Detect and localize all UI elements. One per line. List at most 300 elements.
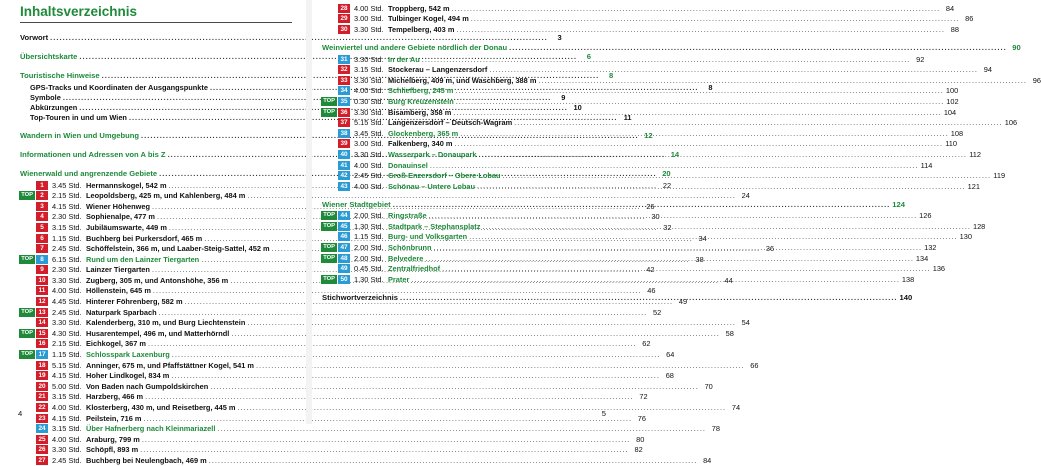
toc-section[interactable]	[20, 31, 562, 44]
tour-number-badge: 38	[338, 129, 350, 138]
entry-title: Husarentempel, 496 m, und Matterhörndl	[86, 328, 230, 338]
page-ref: 126	[919, 211, 932, 221]
tour-badges	[18, 308, 48, 317]
page-ref: 12	[644, 130, 653, 140]
tour-duration: 1.15 Std.	[354, 232, 384, 242]
entry-title: Zentralfriedhof	[388, 264, 441, 274]
tour-duration: 3.30 Std.	[52, 275, 82, 285]
tour-badges	[320, 76, 350, 85]
entry-title: Langenzersdorf – Deutsch-Wagram	[388, 118, 513, 128]
page-ref: 70	[704, 381, 713, 391]
page-ref: 78	[711, 424, 720, 434]
tour-badges	[18, 414, 48, 423]
page-ref: 80	[636, 434, 645, 444]
tour-badges	[320, 150, 350, 159]
entry-title: Harzberg, 466 m	[86, 392, 144, 402]
dot-leader	[217, 424, 706, 433]
tour-badges	[18, 297, 48, 306]
tour-number-badge: 41	[338, 161, 350, 170]
page-ref: 42	[646, 265, 655, 275]
page-ref: 124	[892, 199, 905, 209]
page-ref: 134	[915, 253, 929, 263]
tour-duration: 3.45 Std.	[52, 180, 82, 190]
tour-number-badge: 32	[338, 65, 350, 74]
entry-title: In der Au	[388, 54, 420, 64]
tour-number-badge: 42	[338, 171, 350, 180]
tour-number-badge: 26	[36, 445, 48, 454]
page-ref: 82	[634, 445, 643, 455]
page-ref: 140	[899, 292, 913, 302]
entry-title: Wasserpark – Donaupark	[388, 149, 477, 159]
dot-leader	[509, 43, 1007, 52]
tour-badges	[18, 403, 48, 412]
tour-duration: 2.00 Std.	[354, 211, 384, 221]
tour-badges	[18, 329, 48, 338]
toc-tour-entry[interactable]	[18, 190, 750, 201]
tour-badges	[320, 129, 350, 138]
dot-leader	[393, 200, 891, 209]
tour-duration: 6.15 Std.	[52, 254, 82, 264]
tour-duration: 5.15 Std.	[354, 118, 384, 128]
tour-badges	[320, 139, 350, 148]
tour-number-badge: 40	[338, 150, 350, 159]
top-tour-badge: TOP	[323, 212, 335, 219]
toc-tour-entry[interactable]	[18, 328, 734, 339]
tour-badges	[18, 255, 48, 264]
page-ref: 138	[901, 274, 915, 284]
page-ref: 64	[666, 350, 675, 360]
tour-duration: 4.30 Std.	[52, 328, 82, 338]
dot-leader	[430, 161, 919, 170]
entry-title: Leopoldsberg, 425 m, und Kahlenberg, 484 m	[86, 191, 246, 201]
entry-title: Wandern in Wien und Umgebung	[20, 130, 140, 140]
tour-number-badge: 12	[36, 297, 48, 306]
page-ref: 14	[670, 149, 680, 159]
tour-badges	[18, 435, 48, 444]
dot-leader	[425, 254, 914, 263]
tour-badges	[320, 55, 350, 64]
tour-duration: 4.15 Std.	[52, 371, 82, 381]
tour-duration: 3.30 Std.	[354, 149, 384, 159]
tour-badges	[320, 254, 350, 263]
page-ref: 6	[586, 52, 591, 61]
page-ref: 49	[678, 297, 688, 307]
entry-title: Weinviertel und andere Gebiete nördlich der Donau	[322, 42, 508, 52]
dot-leader	[460, 129, 949, 138]
tour-duration: 2.45 Std.	[52, 455, 82, 465]
tour-number-badge: 29	[338, 14, 350, 23]
entry-title: Buchberg bei Neulengbach, 469 m	[86, 455, 207, 465]
entry-title: GPS-Tracks und Koordinaten der Ausgangspunkte	[30, 82, 208, 92]
tour-duration: 5.15 Std.	[52, 360, 82, 370]
tour-number-badge: 49	[338, 264, 350, 273]
page-ref: 9	[561, 92, 566, 102]
entry-title: Stockerau – Langenzersdorf	[388, 65, 488, 75]
page-ref: 66	[750, 360, 759, 370]
entry-title: Hoher Lindkogel, 834 m	[86, 371, 170, 381]
page-ref: 130	[959, 232, 973, 242]
toc-list-right	[320, 3, 1041, 304]
page-ref: 3	[557, 33, 562, 42]
entry-title: Klosterberg, 430 m, und Reisetberg, 445 m	[86, 403, 236, 413]
tour-badges	[320, 4, 350, 13]
entry-title: Schöffelstein, 366 m, und Laaber-Steig-Sattel, 452 m	[86, 244, 270, 254]
top-tour-badge: TOP	[21, 192, 33, 199]
entry-title: Ringstraße	[388, 211, 427, 221]
tour-duration: 4.00 Std.	[52, 286, 82, 296]
dot-leader	[442, 264, 931, 273]
tour-number-badge: 43	[338, 182, 350, 191]
page-ref: 88	[950, 24, 959, 34]
tour-duration: 3.15 Std.	[354, 65, 384, 75]
tour-number-badge: 46	[338, 232, 350, 241]
tour-duration: 2.15 Std.	[52, 191, 82, 201]
tour-duration: 4.15 Std.	[52, 413, 82, 423]
tour-number-badge: 17	[36, 350, 48, 359]
entry-title: Lainzer Tiergarten	[86, 265, 150, 275]
page-ref: 112	[969, 149, 981, 159]
tour-duration: 3.30 Std.	[52, 445, 82, 455]
tour-badges	[18, 382, 48, 391]
page-ref: 90	[1012, 42, 1021, 52]
toc-tour-entry[interactable]	[18, 349, 675, 360]
tour-badges	[18, 445, 48, 454]
tour-duration: 3.30 Std.	[354, 24, 384, 34]
toc-tour-entry[interactable]	[18, 423, 720, 434]
page-ref: 22	[662, 180, 672, 190]
tour-duration: 1.30 Std.	[354, 274, 384, 284]
tour-badges	[18, 223, 48, 232]
toc-tour-entry[interactable]	[18, 402, 741, 413]
tour-duration: 2.45 Std.	[354, 171, 384, 181]
page-ref: 84	[703, 455, 712, 465]
entry-title: Burg- und Volksgarten	[388, 232, 468, 242]
tour-badges	[320, 222, 350, 231]
top-tour-badge: TOP	[21, 329, 33, 336]
page-ref: 74	[731, 403, 741, 413]
tour-number-badge: 19	[36, 371, 48, 380]
tour-badges	[320, 264, 350, 273]
tour-number-badge: 20	[36, 382, 48, 391]
tour-number-badge: 33	[338, 76, 350, 85]
tour-duration: 3.00 Std.	[354, 14, 384, 24]
tour-duration: 3.15 Std.	[52, 392, 82, 402]
dot-leader	[477, 182, 966, 191]
tour-badges	[18, 244, 48, 253]
page-ref: 119	[993, 171, 1006, 181]
tour-number-badge: 10	[36, 276, 48, 285]
entry-title: Schönbrunn	[388, 243, 432, 253]
page-ref: 92	[916, 54, 925, 64]
toc-tour-entry[interactable]	[18, 370, 674, 381]
entry-title: Bisamberg, 358 m	[388, 107, 452, 117]
tour-number-badge: 14	[36, 318, 48, 327]
tour-duration: 2.00 Std.	[354, 253, 384, 263]
entry-title: Groß-Enzersdorf – Obere Lobau	[388, 171, 501, 181]
entry-title: Tempelberg, 403 m	[388, 24, 455, 34]
tour-duration: 4.00 Std.	[354, 160, 384, 170]
entry-title: Hinterer Föhrenberg, 582 m	[86, 297, 183, 307]
dot-leader	[429, 211, 918, 220]
tour-number-badge: 39	[338, 139, 350, 148]
toc-tour-entry[interactable]	[320, 14, 974, 25]
tour-badges	[18, 456, 48, 465]
page-ref: 8	[608, 71, 614, 80]
toc-tour-entry[interactable]	[18, 455, 712, 466]
toc-tour-entry[interactable]	[320, 139, 958, 150]
tour-number-badge: 8	[36, 255, 48, 264]
dot-leader	[471, 14, 960, 23]
top-tour-badge: TOP	[323, 108, 335, 115]
page-ref: 36	[765, 244, 775, 254]
dot-leader	[434, 243, 923, 252]
dot-leader	[456, 25, 945, 34]
page-ref: 8	[708, 82, 713, 92]
tour-duration: 4.45 Std.	[52, 297, 82, 307]
tour-badges	[18, 318, 48, 327]
toc-tour-entry[interactable]	[18, 339, 651, 350]
page-ref: 58	[725, 328, 734, 338]
dot-leader	[453, 108, 942, 117]
page-ref: 30	[651, 212, 660, 222]
tour-badges	[320, 108, 350, 117]
dot-leader	[478, 150, 967, 159]
toc-tour-entry[interactable]	[320, 3, 955, 14]
tour-badges	[18, 202, 48, 211]
tour-badges	[320, 86, 350, 95]
tour-number-badge: 48	[338, 254, 350, 263]
tour-duration: 1.30 Std.	[354, 221, 384, 231]
entry-title: Prater	[388, 274, 410, 284]
tour-number-badge: 34	[338, 86, 350, 95]
page-ref: 106	[1004, 118, 1018, 128]
tour-duration: 2.30 Std.	[52, 212, 82, 222]
page-ref: 110	[945, 139, 958, 149]
tour-number-badge: 5	[36, 223, 48, 232]
tour-number-badge: 37	[338, 118, 350, 127]
entry-title: Stichwortverzeichnis	[322, 292, 398, 302]
tour-badges	[18, 191, 48, 200]
dot-leader	[538, 76, 1027, 85]
page-ref: 96	[1032, 75, 1041, 85]
tour-badges	[18, 265, 48, 274]
entry-title: Sophienalpe, 477 m	[86, 212, 156, 222]
tour-duration: 3.30 Std.	[354, 54, 384, 64]
top-tour-badge: TOP	[323, 97, 335, 104]
page-ref: 38	[695, 254, 704, 264]
tour-badges	[320, 118, 350, 127]
entry-title: Tulbinger Kogel, 494 m	[388, 14, 469, 24]
toc-tour-entry[interactable]	[18, 392, 648, 403]
page-number-right: 5	[601, 409, 606, 418]
page-ref: 46	[647, 286, 656, 296]
toc-tour-entry[interactable]	[18, 413, 647, 424]
tour-badges	[18, 181, 48, 190]
toc-tour-entry[interactable]	[18, 317, 750, 328]
tour-duration: 2.45 Std.	[52, 307, 82, 317]
toc-tour-entry[interactable]	[18, 381, 713, 392]
tour-duration: 3.15 Std.	[52, 424, 82, 434]
dot-leader	[456, 97, 945, 106]
tour-badges	[18, 234, 48, 243]
tour-number-badge: 21	[36, 392, 48, 401]
tour-number-badge: 36	[338, 108, 350, 117]
page-ref: 86	[965, 14, 974, 24]
page-ref: 54	[741, 318, 750, 328]
toc-tour-entry[interactable]	[18, 445, 643, 456]
toc-section[interactable]	[322, 41, 1021, 54]
entry-title: Burg Kreuzenstein	[388, 96, 454, 106]
dot-leader	[469, 232, 958, 241]
entry-title: Wiener Stadtgebiet	[322, 199, 391, 209]
tour-number-badge: 16	[36, 339, 48, 348]
page-ref: 62	[642, 339, 651, 349]
dot-leader	[452, 4, 941, 13]
tour-number-badge: 15	[36, 329, 48, 338]
tour-badges	[320, 171, 350, 180]
tour-number-badge: 23	[36, 414, 48, 423]
dot-leader	[422, 55, 911, 64]
tour-badges	[18, 424, 48, 433]
tour-duration: 0.45 Std.	[354, 264, 384, 274]
tour-duration: 4.00 Std.	[354, 86, 384, 96]
tour-number-badge: 3	[36, 202, 48, 211]
page-ref: 20	[662, 168, 671, 178]
page-ref: 94	[983, 65, 992, 75]
tour-badges	[18, 212, 48, 221]
top-tour-badge: TOP	[323, 244, 335, 251]
entry-title: Top-Touren in und um Wien	[30, 113, 127, 123]
entry-title: Glockenberg, 365 m	[388, 128, 459, 138]
entry-title: Naturpark Sparbach	[86, 307, 157, 317]
page-ref: 136	[932, 264, 946, 274]
tour-duration: 4.15 Std.	[52, 201, 82, 211]
tour-badges	[320, 14, 350, 23]
tour-duration: 3.00 Std.	[354, 139, 384, 149]
tour-duration: 3.30 Std.	[354, 75, 384, 85]
tour-number-badge: 35	[338, 97, 350, 106]
dot-leader	[400, 293, 898, 302]
page-ref: 100	[945, 86, 959, 96]
dot-leader	[209, 456, 698, 465]
page-ref: 24	[741, 191, 750, 201]
tour-duration: 3.30 Std.	[354, 107, 384, 117]
dot-leader	[489, 65, 978, 74]
page-ref: 114	[920, 160, 933, 170]
tour-number-badge: 2	[36, 191, 48, 200]
top-tour-badge: TOP	[323, 275, 335, 282]
tour-badges	[320, 25, 350, 34]
page-number-left: 4	[18, 409, 23, 418]
page-ref: 52	[652, 307, 662, 317]
page-ref: 10	[573, 102, 582, 112]
toc-tour-entry[interactable]	[320, 86, 959, 97]
tour-badges	[18, 392, 48, 401]
tour-duration: 1.15 Std.	[52, 350, 82, 360]
top-tour-badge: TOP	[21, 308, 33, 315]
tour-duration: 2.30 Std.	[52, 265, 82, 275]
entry-title: Schöpfl, 893 m	[86, 445, 139, 455]
toc-tour-entry[interactable]	[320, 24, 959, 35]
top-tour-badge: TOP	[21, 351, 33, 358]
tour-badges	[18, 371, 48, 380]
entry-title: Informationen und Adressen von A bis Z	[20, 149, 166, 159]
entry-title: Troppberg, 542 m	[388, 3, 450, 13]
toc-tour-entry[interactable]	[320, 64, 992, 75]
tour-number-badge: 13	[36, 308, 48, 317]
entry-title: Peilstein, 716 m	[86, 413, 142, 423]
toc-tour-entry[interactable]	[18, 360, 759, 371]
toc-tour-entry[interactable]	[320, 160, 933, 171]
tour-badges	[18, 276, 48, 285]
tour-number-badge: 9	[36, 265, 48, 274]
tour-number-badge: 25	[36, 435, 48, 444]
toc-tour-entry[interactable]	[320, 96, 959, 107]
toc-tour-entry[interactable]	[320, 54, 925, 65]
tour-number-badge: 18	[36, 361, 48, 370]
tour-duration: 4.00 Std.	[52, 434, 82, 444]
top-tour-badge: TOP	[323, 222, 335, 229]
entry-title: Kalenderberg, 310 m, und Burg Liechtenstein	[86, 318, 246, 328]
dot-leader	[503, 168, 992, 180]
tour-duration: 2.00 Std.	[354, 243, 384, 253]
tour-number-badge: 4	[36, 212, 48, 221]
entry-title: Höllenstein, 645 m	[86, 286, 151, 296]
tour-badges	[320, 182, 350, 191]
tour-badges	[18, 361, 48, 370]
entry-title: Zugberg, 305 m, und Antonshöhe, 356 m	[86, 275, 229, 285]
tour-number-badge: 31	[338, 55, 350, 64]
tour-badges	[18, 339, 48, 348]
toc-tour-entry[interactable]	[18, 434, 645, 445]
entry-title: Buchberg bei Purkersdorf, 465 m	[86, 233, 203, 243]
page-ref: 68	[665, 371, 674, 381]
tour-badges	[320, 65, 350, 74]
top-tour-badge: TOP	[323, 254, 335, 261]
page-ref: 34	[698, 233, 707, 243]
tour-number-badge: 44	[338, 211, 350, 220]
tour-badges	[320, 232, 350, 241]
entry-title: Belvedere	[388, 253, 424, 263]
dot-leader	[455, 139, 944, 148]
dot-leader	[142, 435, 631, 444]
tour-badges	[18, 286, 48, 295]
top-tour-badge: TOP	[21, 255, 33, 262]
title-rule	[20, 22, 292, 23]
toc-tour-entry[interactable]	[18, 307, 662, 318]
page-ref: 72	[639, 392, 648, 402]
tour-number-badge: 6	[36, 234, 48, 243]
toc-tour-entry[interactable]	[320, 75, 1041, 86]
tour-number-badge: 45	[338, 222, 350, 231]
entry-title: Anninger, 675 m, und Pfaffstättner Kogel, 541 m	[86, 360, 254, 370]
page-ref: 128	[972, 221, 986, 231]
tour-number-badge: 28	[338, 4, 350, 13]
tour-duration: 2.15 Std.	[52, 339, 82, 349]
tour-badges	[18, 350, 48, 359]
tour-duration: 5.00 Std.	[52, 381, 82, 391]
dot-leader	[411, 275, 900, 284]
tour-number-badge: 11	[36, 286, 48, 295]
dot-leader	[140, 445, 629, 454]
tour-badges	[320, 275, 350, 284]
page-ref: 32	[663, 222, 672, 232]
toc-title: Inhaltsverzeichnis	[20, 4, 138, 19]
page-ref: 108	[950, 128, 964, 138]
tour-number-badge: 47	[338, 243, 350, 252]
entry-title: Rund um den Lainzer Tiergarten	[86, 254, 200, 264]
entry-title: Von Baden nach Gumpoldskirchen	[86, 381, 209, 391]
